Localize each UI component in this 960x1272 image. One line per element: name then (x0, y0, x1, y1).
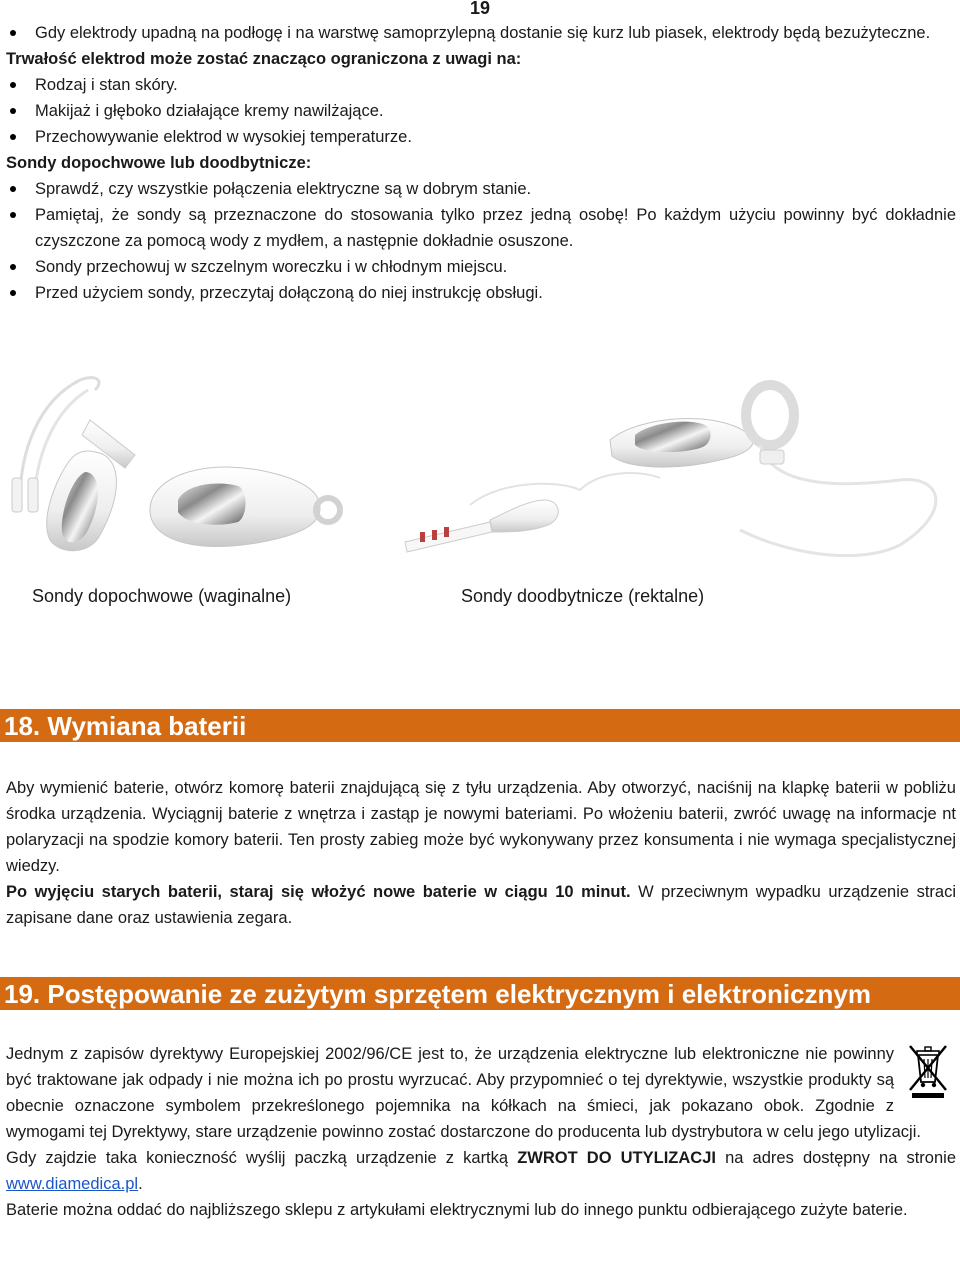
list-item: Sondy przechowuj w szczelnym woreczku i w chłodnym miejscu. (6, 254, 956, 280)
list-item: Gdy elektrody upadną na podłogę i na warstwę samoprzylepną dostanie się kurz lub piasek, elektrody będą bezużyteczne. (6, 20, 956, 46)
section-19-heading: 19. Postępowanie ze zużytym sprzętem elektrycznym i elektronicznym (0, 977, 960, 1010)
caption-vaginal: Sondy dopochwowe (waginalne) (32, 586, 292, 606)
battery-warning-paragraph: Po wyjęciu starych baterii, staraj się włożyć nowe baterie w ciągu 10 minut. W przeciwnym wypadku urządzenie straci zapisane dane oraz ustawienia zegara. (6, 883, 956, 927)
section-18-body (6, 775, 956, 931)
caption-rectal: Sondy doodbytnicze (rektalne) (461, 586, 705, 606)
list-item: Sprawdź, czy wszystkie połączenia elektryczne są w dobrym stanie. (6, 176, 956, 202)
list-item: Rodzaj i stan skóry. (6, 72, 956, 98)
return-label: ZWROT DO UTYLIZACJI (517, 1149, 716, 1167)
list-item: Przed użyciem sondy, przeczytaj dołączoną do niej instrukcję obsługi. (6, 280, 956, 306)
list-item: Makijaż i głęboko działające kremy nawilżające. (6, 98, 956, 124)
section-18-heading: 18. Wymiana baterii (0, 709, 960, 742)
vaginal-probe-photo (12, 378, 135, 551)
weee-paragraph: Jednym z zapisów dyrektywy Europejskiej 2002/96/CE jest to, że urządzenia elektryczne lub elektroniczne nie powinny być traktowane jak odpady i nie można ich po prostu wyrzucać. Aby przypomnieć o tej dyrektywie, wszystkie produkty są obecnie oznaczone symbolem przekreślonego pojemnika na kółkach na śmieci, jak pokazano obok. Zgodnie z wymogami tej Dyrektywy, stare urządzenie powinno zostać dostarczone do producenta lub dystrybutora w celu jego utylizacji. (6, 1045, 921, 1141)
rectal-probe-photo (610, 385, 936, 556)
electrode-notes (6, 20, 956, 306)
website-link[interactable]: www.diamedica.pl (6, 1175, 139, 1193)
page-number: 19 (469, 0, 491, 18)
battery-paragraph: Aby wymienić baterie, otwórz komorę baterii znajdującą się z tyłu urządzenia. Aby otworzyć, naciśnij na klapkę baterii w pobliżu środka urządzenia. Wyciągnij baterie z wnętrza i zastąp je nowymi bateriami. Po włożeniu baterii, zwróć uwagę na informacje nt polaryzacji na spodzie komory baterii. Ten prosty zabieg może być wykonywany przez konsumenta i nie wymaga specjalistycznej wiedzy. (6, 779, 956, 875)
probes-photos (0, 360, 960, 570)
vaginal-probe-photo (150, 467, 340, 546)
section-19-body (6, 1041, 960, 1223)
battery-warning: Po wyjęciu starych baterii, staraj się włożyć nowe baterie w ciągu 10 minut. (6, 883, 631, 901)
list-item: Przechowywanie elektrod w wysokiej temperaturze. (6, 124, 956, 150)
return-paragraph: Gdy zajdzie taka konieczność wyślij paczką urządzenie z kartką ZWROT DO UTYLIZACJI na adres dostępny na stronie www.diamedica.pl. (6, 1149, 956, 1193)
list-item: Pamiętaj, że sondy są przeznaczone do stosowania tylko przez jedną osobę! Po każdym użyciu powinny być dokładnie czyszczone za pomocą wody z mydłem, a następnie dokładnie osuszone. (6, 202, 956, 254)
durability-heading: Trwałość elektrod może zostać znacząco ograniczona z uwagi na: (6, 50, 522, 68)
probes-heading: Sondy dopochwowe lub doodbytnicze: (6, 154, 312, 172)
battery-disposal-paragraph: Baterie można oddać do najbliższego sklepu z artykułami elektrycznymi lub do innego punktu odbierającego zużyte baterie. (6, 1201, 908, 1219)
rectal-probe-photo (405, 473, 660, 552)
